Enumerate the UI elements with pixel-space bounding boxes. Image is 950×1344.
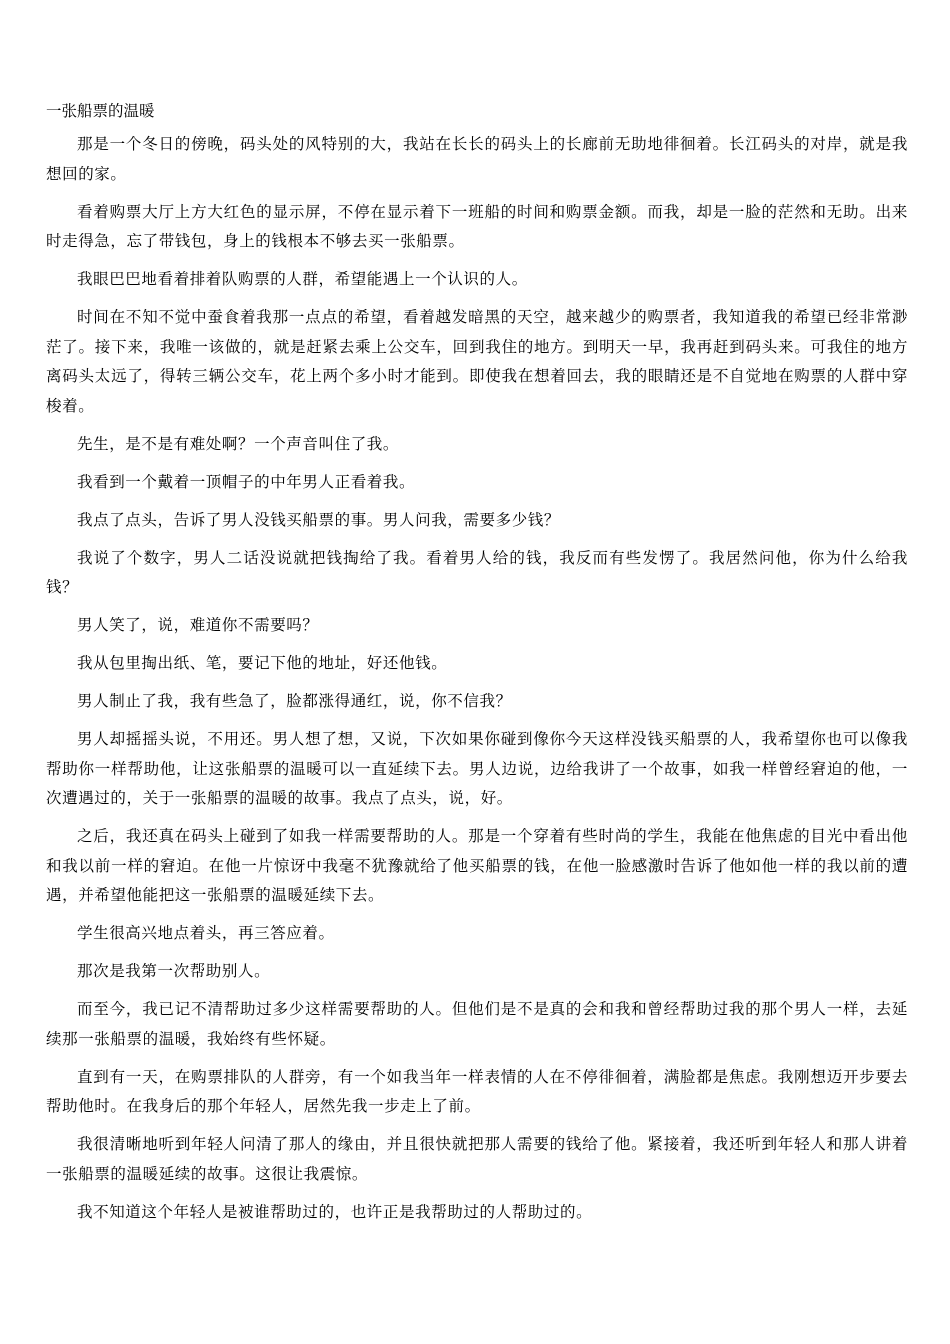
- paragraph: 我说了个数字，男人二话没说就把钱掏给了我。看着男人给的钱，我反而有些发愣了。我居然问他，你为什么给我钱？: [46, 548, 908, 596]
- paragraph: 那是一个冬日的傍晚，码头处的风特别的大，我站在长长的码头上的长廊前无助地徘徊着。长江码头的对岸，就是我想回的家。: [46, 135, 908, 183]
- paragraph: 先生，是不是有难处啊？一个声音叫住了我。: [77, 434, 400, 453]
- paragraph: 直到有一天，在购票排队的人群旁，有一个如我当年一样表情的人在不停徘徊着，满脸都是焦虑。我刚想迈开步要去帮助他时。在我身后的那个年轻人，居然先我一步走上了前。: [46, 1067, 908, 1115]
- paragraph: 看着购票大厅上方大红色的显示屏，不停在显示着下一班船的时间和购票金额。而我，却是一脸的茫然和无助。出来时走得急，忘了带钱包，身上的钱根本不够去买一张船票。: [46, 202, 908, 250]
- paragraph: 男人制止了我，我有些急了，脸都涨得通红，说，你不信我？: [77, 692, 512, 710]
- paragraph: 我点了点头，告诉了男人没钱买船票的事。男人问我，需要多少钱？: [77, 510, 561, 529]
- paragraph: 之后，我还真在码头上碰到了如我一样需要帮助的人。那是一个穿着有些时尚的学生，我能在他焦虑的目光中看出他和我以前一样的窘迫。在他一片惊讶中我毫不犹豫就给了他买船票的钱，在他一脸感激时告诉了他如他一样的我以前的遭遇，并希望他能把这一张船票的温暖延续下去。: [46, 827, 908, 904]
- paragraph: 我看到一个戴着一顶帽子的中年男人正看着我。: [77, 472, 416, 491]
- paragraph: 我眼巴巴地看着排着队购票的人群，希望能遇上一个认识的人。: [77, 270, 528, 288]
- paragraph: 我从包里掏出纸、笔，要记下他的地址，好还他钱。: [77, 654, 448, 672]
- paragraph: 学生很高兴地点着头，再三答应着。: [77, 924, 335, 942]
- paragraph: 男人却摇摇头说，不用还。男人想了想，又说，下次如果你碰到像你今天这样没钱买船票的人，我希望你也可以像我帮助你一样帮助他，让这张船票的温暖可以一直延续下去。男人边说，边给我讲了一个故事，如我一样曾经窘迫的他，一次遭遇过的，关于一张船票的温暖的故事。我点了点头，说，好。: [46, 730, 908, 807]
- paragraph: 那次是我第一次帮助别人。: [77, 962, 271, 980]
- document-body: [46, 130, 908, 1236]
- paragraph: 男人笑了，说，难道你不需要吗？: [77, 616, 319, 634]
- paragraph: 我很清晰地听到年轻人问清了那人的缘由，并且很快就把那人需要的钱给了他。紧接着，我还听到年轻人和那人讲着一张船票的温暖延续的故事。这很让我震惊。: [46, 1135, 908, 1183]
- paragraph: 而至今，我已记不清帮助过多少这样需要帮助的人。但他们是不是真的会和我和曾经帮助过我的那个男人一样，去延续那一张船票的温暖，我始终有些怀疑。: [46, 1000, 908, 1048]
- document-title: 一张船票的温暖: [46, 102, 155, 120]
- paragraph: 我不知道这个年轻人是被谁帮助过的，也许正是我帮助过的人帮助过的。: [77, 1202, 593, 1221]
- paragraph: 时间在不知不觉中蚕食着我那一点点的希望，看着越发暗黑的天空，越来越少的购票者，我知道我的希望已经非常渺茫了。接下来，我唯一该做的，就是赶紧去乘上公交车，回到我住的地方。到明天一早，我再赶到码头来。可我住的地方离码头太远了，得转三辆公交车，花上两个多小时才能到。即使我在想着回去，我的眼睛还是不自觉地在购票的人群中穿梭着。: [46, 308, 908, 415]
